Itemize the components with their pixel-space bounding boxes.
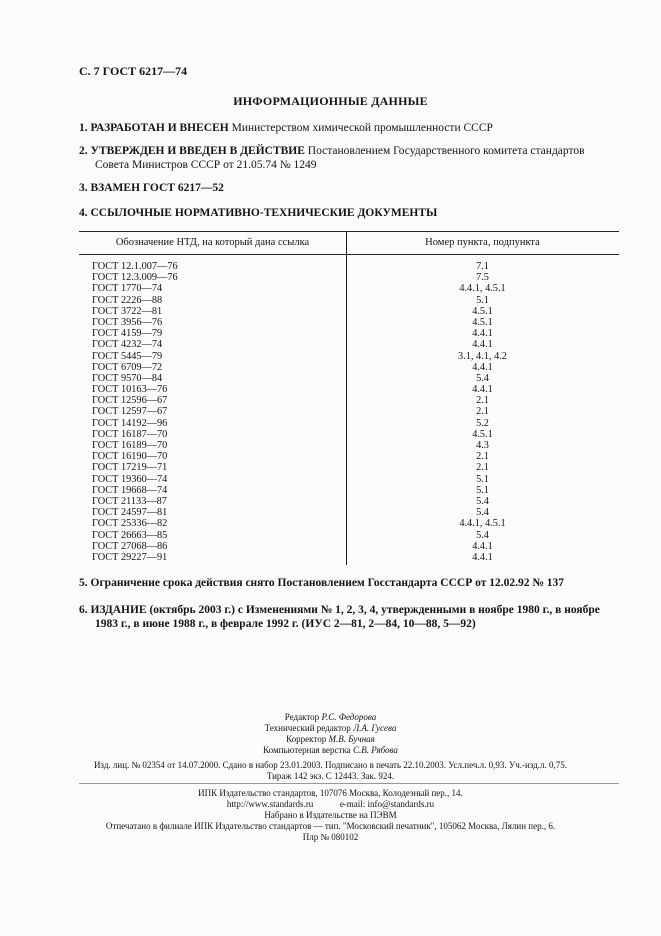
table-row (79, 339, 619, 350)
editor-name: Р.С. Федорова (321, 712, 377, 722)
table-row (79, 395, 619, 406)
ntd-designation: ГОСТ 24597—81 (92, 507, 168, 519)
ntd-designation: ГОСТ 25336—82 (92, 518, 168, 530)
table-top-rule (79, 231, 619, 232)
imprint-layout (0, 745, 661, 756)
table-row (79, 295, 619, 306)
table-row (79, 283, 619, 294)
item-developed (79, 121, 619, 135)
ntd-designation: ГОСТ 19360—74 (92, 473, 168, 485)
clause-number: 2.1 (476, 451, 489, 463)
table-row (79, 351, 619, 362)
clause-number: 4.4.1 (472, 339, 493, 351)
imprint-print-line: Тираж 142 экз. С 12443. Зак. 924. (266, 771, 395, 781)
clause-number: 2.1 (476, 395, 489, 407)
ntd-designation: ГОСТ 16190—70 (92, 451, 168, 463)
clause-number: 4.4.1, 4.5.1 (459, 283, 506, 295)
table-row (79, 451, 619, 462)
clause-number: 7.5 (476, 272, 489, 284)
clause-number: 4.5.1 (472, 316, 493, 328)
item-developed-lead: 1. РАЗРАБОТАН И ВНЕСЕН (79, 122, 229, 134)
ntd-designation: ГОСТ 21133—87 (92, 495, 167, 507)
tech-editor-label: Технический редактор (264, 723, 351, 733)
item-edition-text: (октябрь 2003 г.) с Изменениями № 1, 2, 3, 4, утвержденными в ноябре 1980 г., в ноябре (146, 604, 600, 616)
table-row (79, 496, 619, 507)
table-row (79, 406, 619, 417)
item-replaced (79, 181, 619, 195)
table-row (79, 328, 619, 339)
editor-label: Редактор (284, 712, 320, 722)
table-row (79, 462, 619, 473)
item-edition-cont: 1983 г., в июне 1988 г., в феврале 1992 г. (ИУС 2—81, 2—84, 10—88, 5—92) (95, 618, 476, 630)
clause-number: 5.2 (476, 417, 489, 429)
imprint-corrector (0, 734, 661, 745)
item-replaced-lead: 3. ВЗАМЕН ГОСТ 6217—52 (79, 182, 224, 194)
table-row (79, 530, 619, 541)
layout-label: Компьютерная верстка (263, 745, 351, 755)
clause-number: 5.4 (476, 529, 489, 541)
table-col2-header: Номер пункта, подпункта (425, 237, 540, 248)
clause-number: 5.1 (476, 294, 489, 306)
ntd-designation: ГОСТ 27068—86 (92, 540, 168, 552)
table-row (79, 518, 619, 529)
clause-number: 5.4 (476, 495, 489, 507)
item-edition (79, 603, 619, 631)
table-row (79, 474, 619, 485)
footer-typeset: Набрано в Издательстве на ПЭВМ (264, 810, 397, 820)
table-row (79, 485, 619, 496)
ntd-designation: ГОСТ 17219—71 (92, 462, 168, 474)
clause-number: 5.4 (476, 507, 489, 519)
imprint-license-line: Изд. лиц. № 02354 от 14.07.2000. Сдано в набор 23.01.2003. Подписано в печать 22.10.2003. Усл.печ.л. 0,93. Уч.-изд.л. 0,75. (93, 760, 568, 770)
table-header-rule (79, 254, 619, 255)
clause-number: 2.1 (476, 406, 489, 418)
ntd-designation: ГОСТ 14192—96 (92, 417, 168, 429)
table-row (79, 384, 619, 395)
table-row (79, 418, 619, 429)
ntd-designation: ГОСТ 12.3.009—76 (92, 272, 178, 284)
table-row (79, 373, 619, 384)
clause-number: 7.1 (476, 261, 489, 272)
ntd-designation: ГОСТ 12596—67 (92, 395, 168, 407)
item-references (79, 206, 619, 220)
table-row (79, 261, 619, 272)
footer-web-link[interactable]: http://www.standards.ru (226, 799, 314, 809)
tech-editor-name: Л.А. Гусева (353, 723, 397, 733)
table-body (79, 261, 619, 563)
ntd-designation: ГОСТ 9570—84 (92, 372, 163, 384)
table-row (79, 429, 619, 440)
table-row (79, 306, 619, 317)
footer-printed: Отпечатано в филиале ИПК Издательство стандартов — тип. "Московский печатник", 105062 Москва, Лялин пер., 6. (105, 821, 556, 831)
item-approved-lead: 2. УТВЕРЖДЕН И ВВЕДЕН В ДЕЙСТВИЕ (79, 145, 305, 157)
ntd-designation: ГОСТ 12.1.007—76 (92, 261, 178, 272)
ntd-designation: ГОСТ 29227—91 (92, 551, 168, 563)
item-approved (79, 144, 619, 172)
table-row (79, 362, 619, 373)
clause-number: 4.4.1 (472, 540, 493, 552)
clause-number: 4.4.1 (472, 551, 493, 563)
ntd-designation: ГОСТ 12597—67 (92, 406, 168, 418)
imprint-editor (0, 712, 661, 723)
table-row (79, 440, 619, 451)
clause-number: 4.4.1, 4.5.1 (459, 518, 506, 530)
ntd-designation: ГОСТ 6709—72 (92, 361, 163, 373)
footer-plr: Плр № 080102 (302, 832, 359, 842)
ntd-designation: ГОСТ 1770—74 (92, 283, 163, 295)
imprint-tech-editor (0, 723, 661, 734)
corrector-name: М.В. Бучная (328, 734, 375, 744)
clause-number: 4.5.1 (472, 428, 493, 440)
table-row (79, 507, 619, 518)
item-validity (79, 576, 619, 590)
ntd-designation: ГОСТ 5445—79 (92, 350, 163, 362)
item-edition-lead: 6. ИЗДАНИЕ (79, 604, 147, 616)
footer-contacts (0, 799, 661, 810)
ntd-designation: ГОСТ 26663—85 (92, 529, 168, 541)
item-validity-lead: 5. Ограничение срока действия снято Постановлением Госстандарта СССР от 12.02.92 № 137 (79, 577, 565, 589)
table-col1-header: Обозначение НТД, на который дана ссылка (115, 237, 310, 248)
layout-name: С.В. Рябова (352, 745, 398, 755)
ntd-designation: ГОСТ 10163—76 (92, 384, 168, 396)
ntd-designation: ГОСТ 19668—74 (92, 484, 168, 496)
clause-number: 2.1 (476, 462, 489, 474)
table-row (79, 552, 619, 563)
item-references-lead: 4. ССЫЛОЧНЫЕ НОРМАТИВНО-ТЕХНИЧЕСКИЕ ДОКУМЕНТЫ (79, 207, 438, 219)
item-developed-text: Министерством химической промышленности СССР (228, 122, 493, 134)
ntd-designation: ГОСТ 16189—70 (92, 440, 168, 451)
table-row (79, 541, 619, 552)
ntd-designation: ГОСТ 4159—79 (92, 328, 163, 340)
clause-number: 5.1 (476, 473, 489, 485)
page-header: С. 7 ГОСТ 6217—74 (79, 64, 188, 78)
item-approved-text: Постановлением Государственного комитета стандартов (304, 145, 585, 157)
clause-number: 4.3 (476, 440, 489, 451)
footer-email-link[interactable]: e-mail: info@standards.ru (339, 799, 435, 809)
clause-number: 4.4.1 (472, 328, 493, 340)
ntd-designation: ГОСТ 16187—70 (92, 428, 168, 440)
clause-number: 4.4.1 (472, 361, 493, 373)
clause-number: 5.4 (476, 372, 489, 384)
footer-separator (79, 783, 619, 784)
table-row (79, 317, 619, 328)
ntd-designation: ГОСТ 3722—81 (92, 305, 163, 317)
footer-publisher: ИПК Издательство стандартов, 107076 Москва, Колодезный пер., 14. (198, 788, 463, 798)
ntd-designation: ГОСТ 3956—76 (92, 316, 163, 328)
clause-number: 5.1 (476, 484, 489, 496)
clause-number: 4.5.1 (472, 305, 493, 317)
clause-number: 3.1, 4.1, 4.2 (458, 350, 507, 362)
ntd-designation: ГОСТ 2226—88 (92, 294, 163, 306)
clause-number: 4.4.1 (472, 384, 493, 396)
section-title: ИНФОРМАЦИОННЫЕ ДАННЫЕ (233, 94, 428, 108)
ntd-designation: ГОСТ 4232—74 (92, 339, 163, 351)
item-approved-cont: Совета Министров СССР от 21.05.74 № 1249 (95, 159, 317, 171)
table-row (79, 272, 619, 283)
corrector-label: Корректор (286, 734, 327, 744)
